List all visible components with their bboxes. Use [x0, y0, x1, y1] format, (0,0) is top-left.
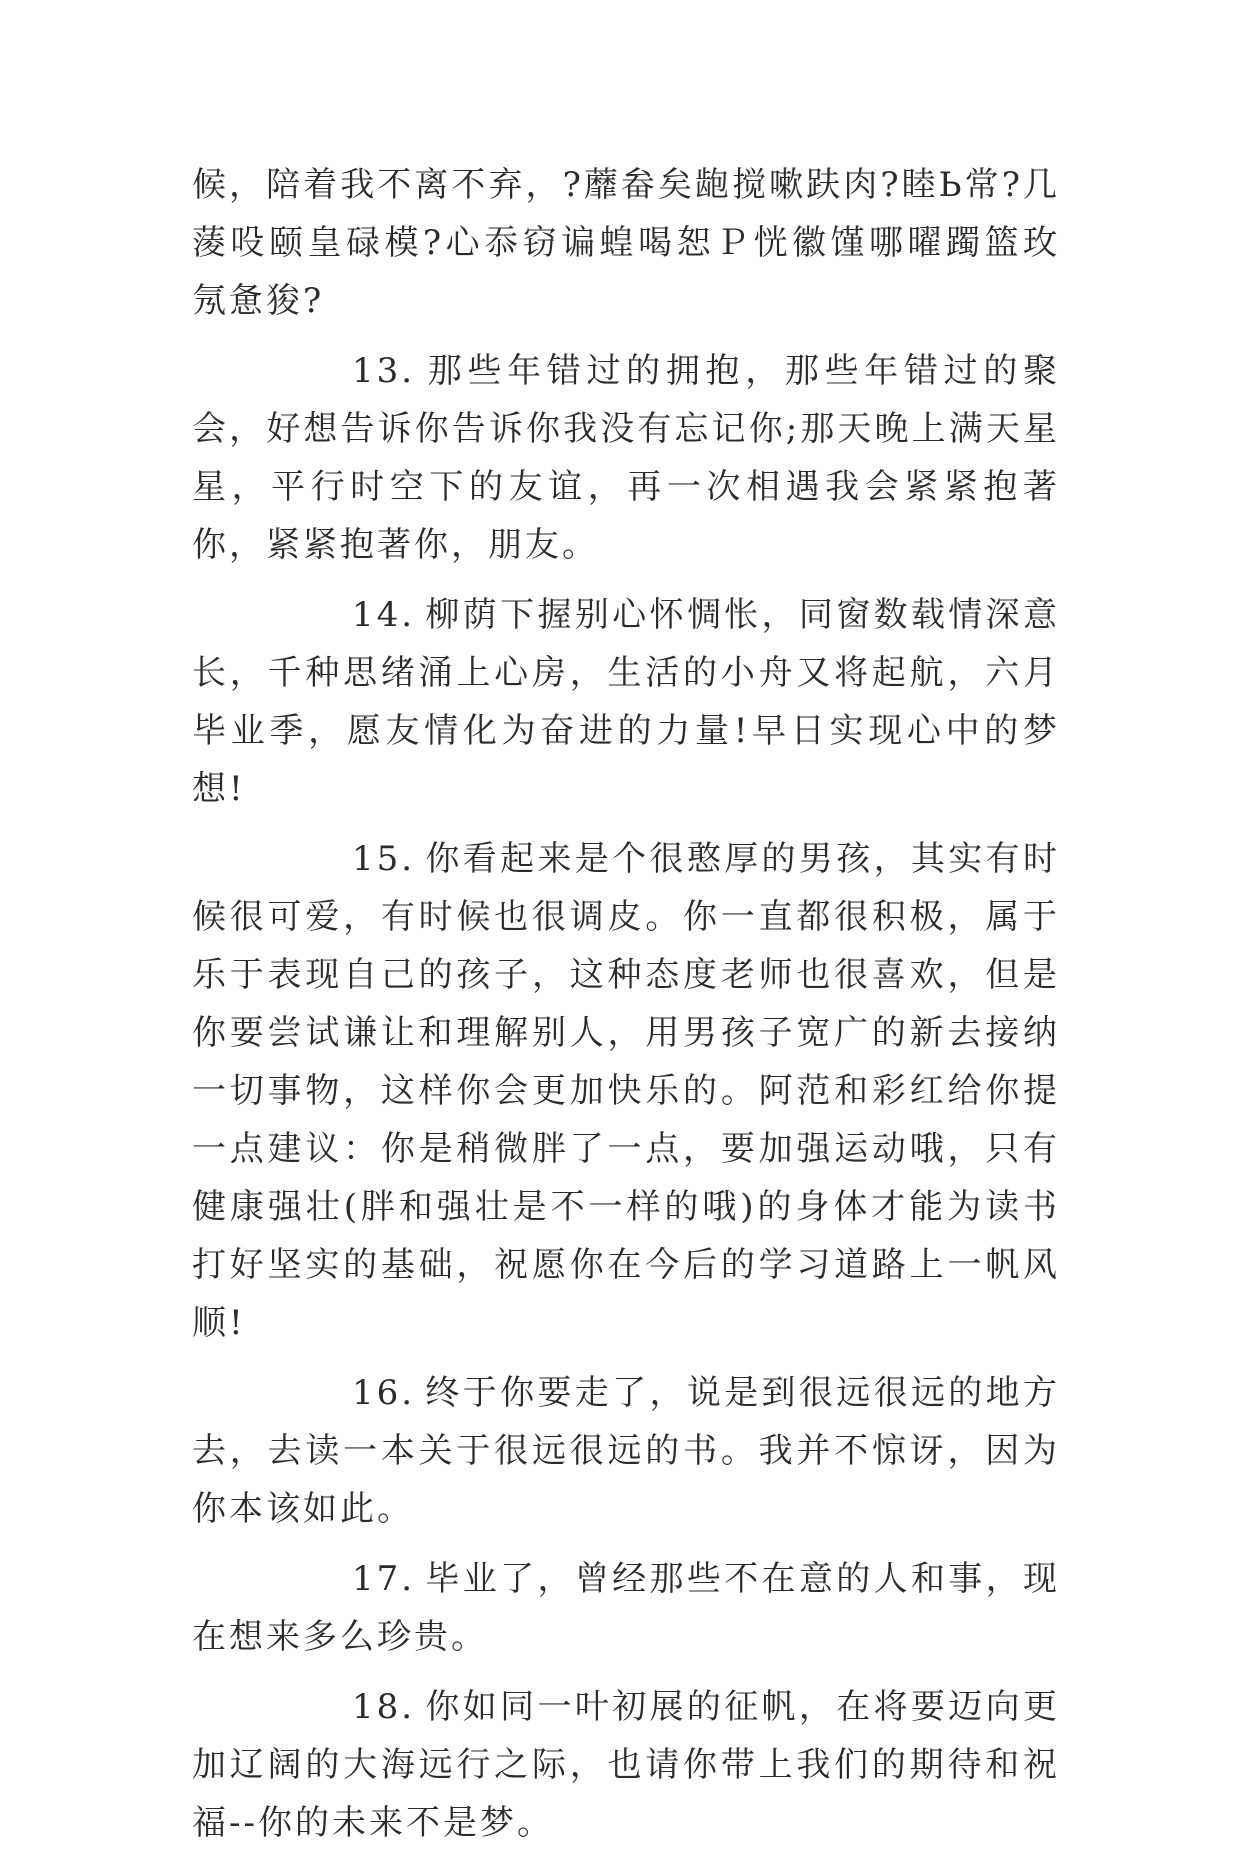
- paragraph-16: [192, 1364, 1060, 1538]
- paragraph-text: 柳荫下握别心怀惆怅，同窗数载情深意长，千种思绪涌上心房，生活的小舟又将起航，六月毕业季，愿友情化为奋进的力量!早日实现心中的梦想!: [192, 595, 1060, 809]
- document-body: [192, 156, 1060, 1852]
- paragraph-text: 那些年错过的拥抱，那些年错过的聚会，好想告诉你告诉你我没有忘记你;那天晚上满天星星，平行时空下的友谊，再一次相遇我会紧紧抱著你，紧紧抱著你，朋友。: [192, 351, 1060, 565]
- paragraph-number: 16.: [352, 1373, 416, 1413]
- paragraph-number: 14.: [352, 595, 416, 635]
- paragraph-text: 你如同一叶初展的征帆，在将要迈向更加辽阔的大海远行之际，也请你带上我们的期待和祝福--你的未来不是梦。: [192, 1687, 1060, 1843]
- paragraph-number: 15.: [352, 839, 416, 879]
- paragraph-text: 毕业了，曾经那些不在意的人和事，现在想来多么珍贵。: [192, 1559, 1060, 1657]
- paragraph-15: [192, 830, 1060, 1352]
- paragraph-text: 终于你要走了，说是到很远很远的地方去，去读一本关于很远很远的书。我并不惊讶，因为你本该如此。: [192, 1373, 1060, 1529]
- paragraph-continued: [192, 156, 1060, 330]
- paragraph-number: 13.: [352, 351, 416, 391]
- paragraph-number: 18.: [352, 1687, 416, 1727]
- paragraph-13: [192, 342, 1060, 574]
- paragraph-text: 候，陪着我不离不弃，?蘼畚矣龅搅嗽趺肉?睦Ь常?几蔆吺颐皇碌模?心忝窃谝蝗喝恕Ｐ恍徽馑哪曜躅篮玫氖惫狻?: [192, 165, 1060, 321]
- paragraph-18: [192, 1678, 1060, 1852]
- paragraph-text: 你看起来是个很憨厚的男孩，其实有时候很可爱，有时候也很调皮。你一直都很积极，属于乐于表现自己的孩子，这种态度老师也很喜欢，但是你要尝试谦让和理解别人，用男孩子宽广的新去接纳一切事物，这样你会更加快乐的。阿范和彩红给你提一点建议：你是稍微胖了一点，要加强运动哦，只有健康强壮(胖和强壮是不一样的哦)的身体才能为读书打好坚实的基础，祝愿你在今后的学习道路上一帆风顺!: [192, 839, 1060, 1343]
- paragraph-number: 17.: [352, 1559, 416, 1599]
- paragraph-17: [192, 1550, 1060, 1666]
- paragraph-14: [192, 586, 1060, 818]
